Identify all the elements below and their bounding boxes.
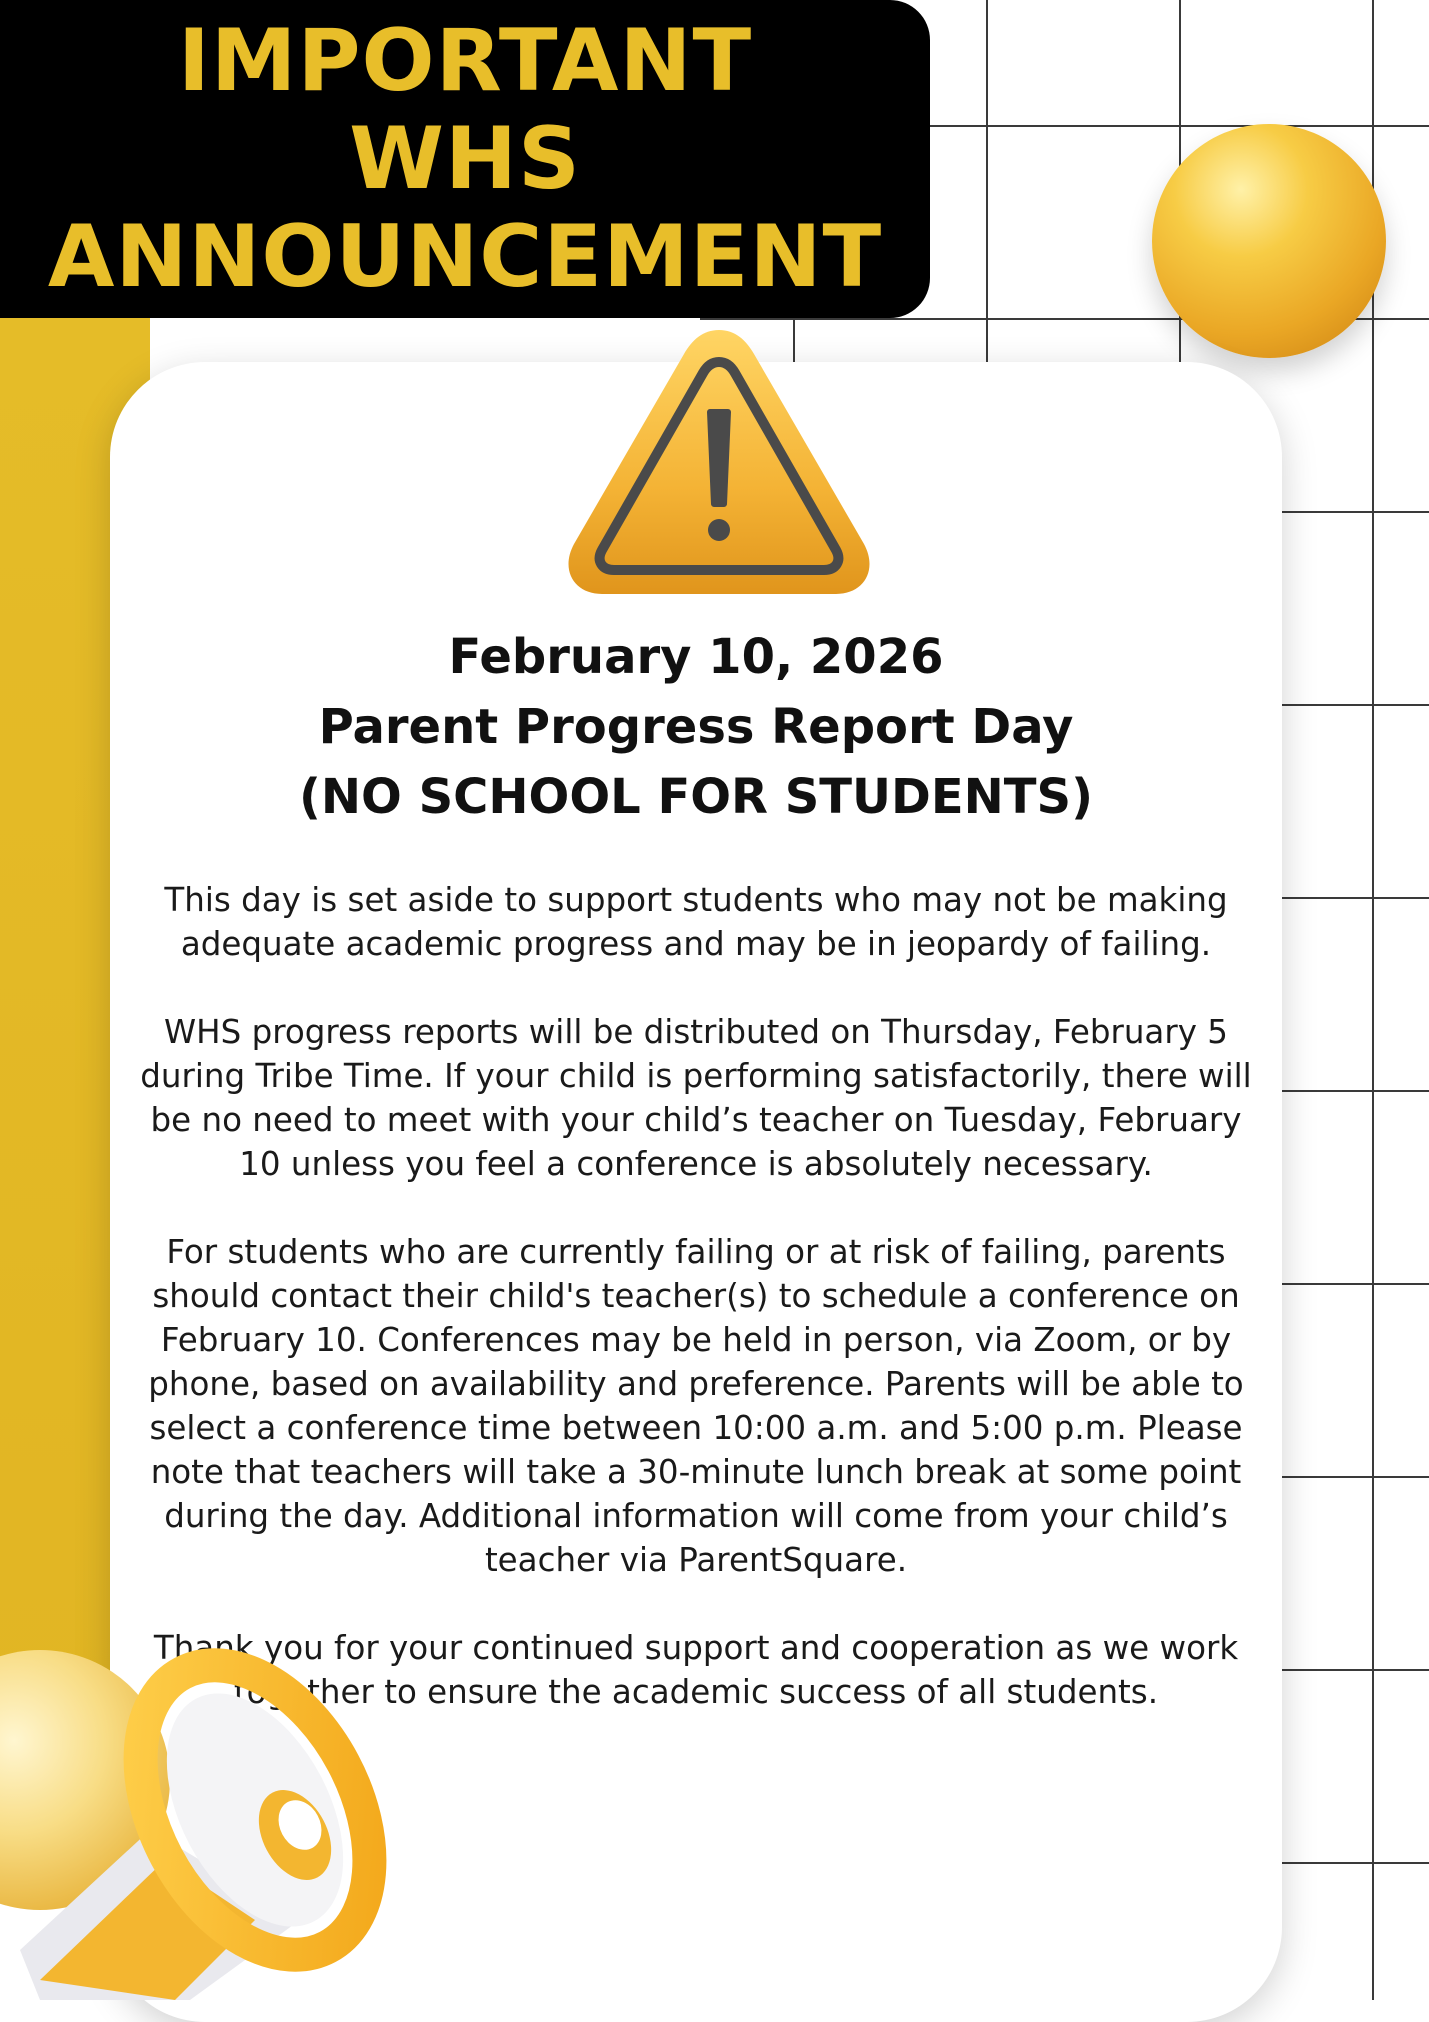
announcement-title [0, 0, 930, 318]
title-line-1: IMPORTANT [177, 11, 753, 111]
warning-triangle-icon [560, 318, 878, 604]
megaphone-icon [0, 1620, 420, 2000]
title-line-3: ANNOUNCEMENT [47, 207, 883, 307]
header-banner [0, 0, 930, 318]
title-line-2: WHS [349, 109, 581, 209]
body-paragraph-2: WHS progress reports will be distributed on Thursday, February 5 during Tribe Time. If your child is performing satisfactorily, there will be no need to meet with your child’s teacher on Tuesday, February 10 unless you feel a conference is absolutely necessary. [140, 1013, 1252, 1183]
headline [110, 622, 1282, 832]
headline-date: February 10, 2026 [448, 629, 944, 685]
headline-note: (NO SCHOOL FOR STUDENTS) [298, 769, 1094, 825]
body-paragraph-3: For students who are currently failing or at risk of failing, parents should contact their child's teacher(s) to schedule a conference on February 10. Conferences may be held in person, via Zoom, or by phone, based on availability and preference. Parents will be able to select a conference time between 10:00 a.m. and 5:00 p.m. Please note that teachers will take a 30-minute lunch break at some point during the day. Additional information will come from your child’s teacher via ParentSquare. [148, 1233, 1244, 1579]
body-paragraph-4: Thank you for your continued support and cooperation as we work together to ensure the academic success of all students. [153, 1629, 1239, 1711]
decorative-ball [1152, 124, 1386, 358]
body-paragraph-1: This day is set aside to support students who may not be making adequate academic progress and may be in jeopardy of failing. [164, 881, 1228, 963]
headline-event: Parent Progress Report Day [318, 699, 1074, 755]
